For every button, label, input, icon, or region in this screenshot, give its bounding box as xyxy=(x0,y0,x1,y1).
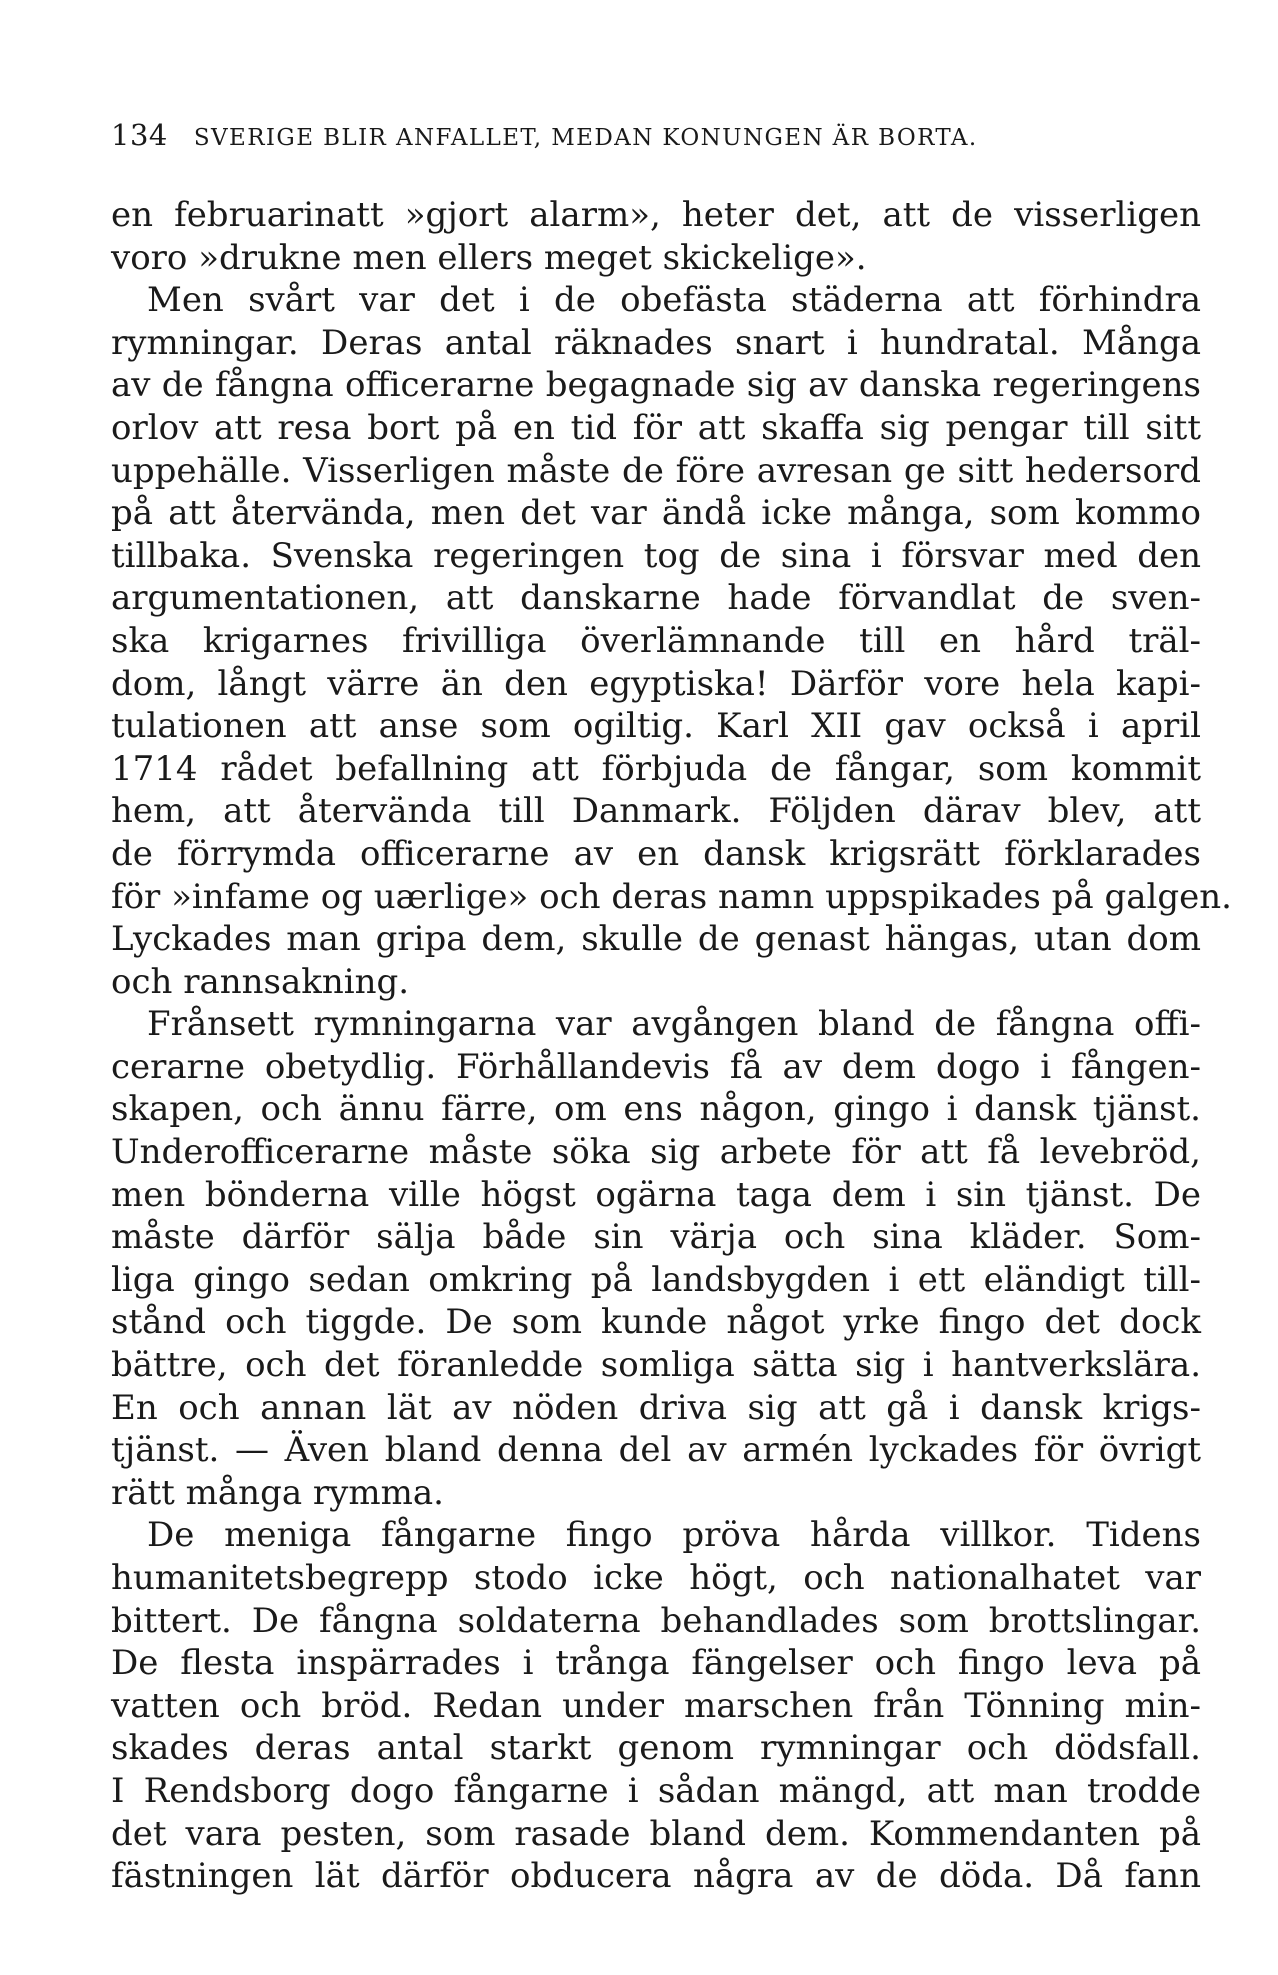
text-line: och rannsakning. xyxy=(111,961,410,1002)
text-line: dom, långt värre än den egyptiska! Därför vore hela kapi- xyxy=(111,663,1201,704)
text-line: humanitetsbegrepp stodo icke högt, och nationalhatet var xyxy=(111,1558,1201,1598)
text-line: tillbaka. Svenska regeringen tog de sina i försvar med den xyxy=(111,535,1201,576)
text-line: skapen, och ännu färre, om ens någon, gingo i dansk tjänst. xyxy=(111,1089,1201,1130)
paragraph xyxy=(111,1003,1201,1514)
text-line: tjänst. — Även bland denna del av armén lyckades för övrigt xyxy=(111,1430,1201,1471)
text-line: stånd och tiggde. De som kunde något yrke fingo det dock xyxy=(111,1302,1201,1343)
text-line: orlov att resa bort på en tid för att skaffa sig pengar till sitt xyxy=(111,407,1201,448)
text-line: liga gingo sedan omkring på landsbygden i ett eländigt till- xyxy=(111,1259,1201,1300)
text-line: argumentationen, att danskarne hade förvandlat de sven- xyxy=(111,578,1201,619)
text-line: voro »drukne men ellers meget skickelige». xyxy=(111,237,867,278)
text-line: bättre, och det föranledde somliga sätta sig i hantverkslära. xyxy=(111,1345,1201,1386)
text-line: måste därför sälja både sin värja och sina kläder. Som- xyxy=(111,1217,1201,1258)
text-line: rymningar. Deras antal räknades snart i hundratal. Många xyxy=(111,322,1201,363)
text-line: en februarinatt »gjort alarm», heter det, att de visserligen xyxy=(111,195,1201,235)
paragraph xyxy=(111,194,1201,279)
text-line: De flesta inspärrades i trånga fängelser och fingo leva på xyxy=(111,1643,1201,1684)
text-line: Frånsett rymningarna var avgången bland de fångna offi- xyxy=(147,1004,1201,1045)
text-line: Underofficerarne måste söka sig arbete för att få levebröd, xyxy=(111,1132,1201,1173)
text-line: uppehälle. Visserligen måste de före avresan ge sitt hedersord xyxy=(111,450,1201,491)
text-line: Men svårt var det i de obefästa städerna att förhindra xyxy=(147,280,1201,321)
text-line: 1714 rådet befallning att förbjuda de fångar, som kommit xyxy=(111,748,1201,789)
text-line: det vara pesten, som rasade bland dem. Kommendanten på xyxy=(111,1813,1201,1854)
text-line: på att återvända, men det var ändå icke många, som kommo xyxy=(111,493,1201,534)
text-line: En och annan lät av nöden driva sig att gå i dansk krigs- xyxy=(111,1387,1201,1428)
text-line: vatten och bröd. Redan under marschen från Tönning min- xyxy=(111,1685,1201,1726)
body-text xyxy=(111,194,1232,1898)
text-line: bittert. De fångna soldaterna behandlades som brottslingar. xyxy=(111,1600,1201,1641)
text-line: ska krigarnes frivilliga överlämnande till en hård träl- xyxy=(111,620,1201,661)
text-line: I Rendsborg dogo fångarne i sådan mängd, att man trodde xyxy=(111,1770,1201,1811)
text-line: hem, att återvända till Danmark. Följden därav blev, att xyxy=(111,791,1201,832)
text-line: Lyckades man gripa dem, skulle de genast hängas, utan dom xyxy=(111,919,1201,960)
text-line: de förrymda officerarne av en dansk krigsrätt förklarades xyxy=(111,833,1201,874)
text-line: tulationen att anse som ogiltig. Karl XII gav också i april xyxy=(111,706,1201,747)
text-line: men bönderna ville högst ogärna taga dem i sin tjänst. De xyxy=(111,1174,1201,1215)
book-page xyxy=(111,118,1232,1898)
paragraph xyxy=(111,1514,1201,1897)
text-line: fästningen lät därför obducera några av de döda. Då fann xyxy=(111,1856,1201,1897)
paragraph xyxy=(111,279,1232,1003)
text-line: av de fångna officerarne begagnade sig av danska regeringens xyxy=(111,365,1201,406)
page-number: 134 xyxy=(111,118,168,152)
text-line: skades deras antal starkt genom rymningar och dödsfall. xyxy=(111,1728,1201,1769)
text-line: rätt många rymma. xyxy=(111,1472,444,1513)
text-line: för »infame og uærlige» och deras namn uppspikades på galgen. xyxy=(111,876,1232,917)
text-line: De meniga fångarne fingo pröva hårda villkor. Tidens xyxy=(147,1515,1201,1556)
running-title: SVERIGE BLIR ANFALLET, MEDAN KONUNGEN ÄR BORTA. xyxy=(193,125,978,151)
text-line: cerarne obetydlig. Förhållandevis få av dem dogo i fången- xyxy=(111,1046,1201,1087)
running-header xyxy=(111,118,1201,152)
